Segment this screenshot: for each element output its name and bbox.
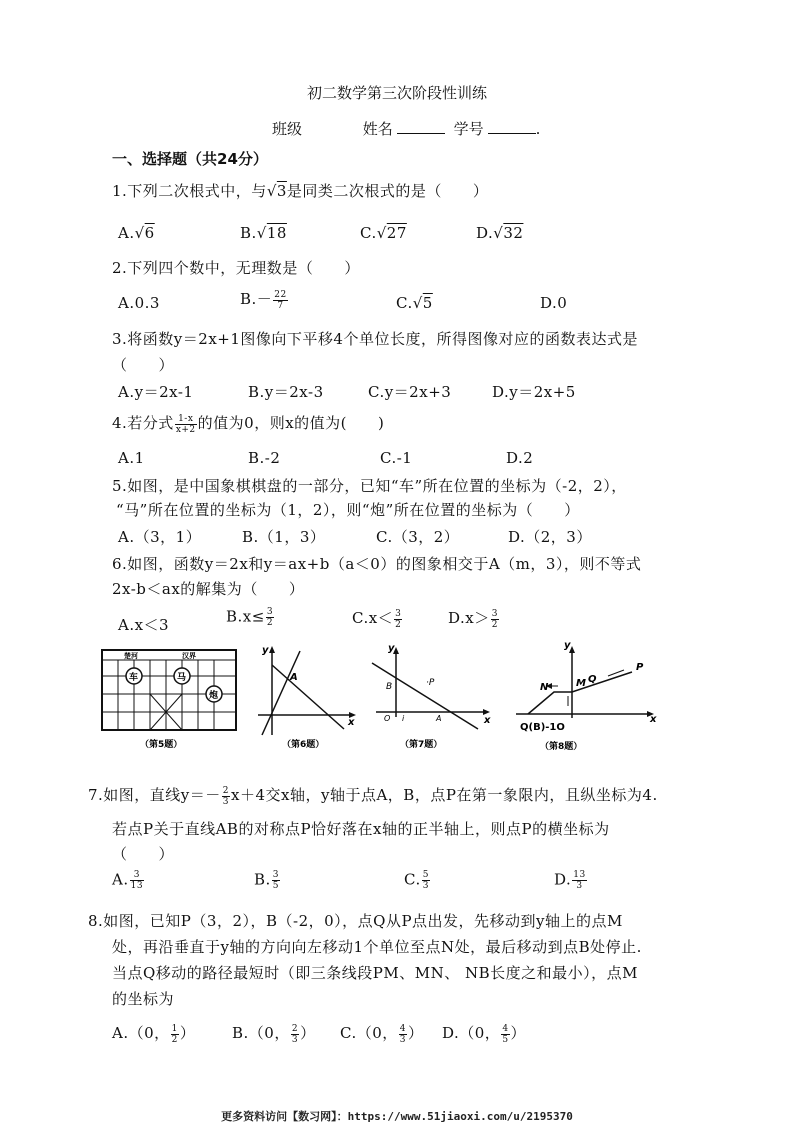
q3-option-a[interactable]: A.y＝2x-1 xyxy=(118,383,194,401)
svg-text:马: 马 xyxy=(177,673,187,683)
section-heading: 一、选择题（共24分） xyxy=(112,150,268,168)
q5-option-b[interactable]: B.（1，3） xyxy=(242,528,326,546)
q4-option-c[interactable]: C.-1 xyxy=(380,449,413,467)
id-label: 学号 xyxy=(453,120,484,138)
question-8-line2: 处，再沿垂直于y轴的方向向左移动1个单位至点N处，最后移动到点B处停止. xyxy=(112,938,642,956)
svg-text:M: M xyxy=(576,678,586,689)
q1-option-c[interactable]: C.√27 xyxy=(360,224,407,242)
q3-option-c[interactable]: C.y＝2x+3 xyxy=(368,383,452,401)
question-8-line3: 当点Q移动的路径最短时（即三条线段PM、MN、 NB长度之和最小），点M xyxy=(112,964,639,982)
question-8-line4: 的坐标为 xyxy=(112,990,175,1008)
name-blank[interactable] xyxy=(397,120,445,134)
svg-text:x: x xyxy=(348,717,355,728)
q2-option-a[interactable]: A.0.3 xyxy=(118,294,160,312)
svg-text:炮: 炮 xyxy=(209,691,219,701)
q4-option-d[interactable]: D.2 xyxy=(506,449,534,467)
question-8-line1: 8.如图，已知P（3，2），B（-2，0），点Q从P点出发，先移动到y轴上的点M xyxy=(88,912,623,930)
figure-8-graph xyxy=(512,636,662,756)
svg-text:Q: Q xyxy=(588,674,597,685)
svg-text:x: x xyxy=(484,715,491,726)
student-info: 班级 姓名 学号 . xyxy=(272,120,541,138)
figure-6-graph xyxy=(252,643,362,753)
question-7-line2: 若点P关于直线AB的对称点P恰好落在x轴的正半轴上，则点P的横坐标为 xyxy=(112,820,610,838)
figure-7-graph xyxy=(368,643,496,753)
svg-text:·P: ·P xyxy=(426,678,435,688)
q7-option-d[interactable]: D. $\frac{13}{3}$ xyxy=(554,870,586,891)
q8-option-d[interactable]: D.（0， $\frac{4}{5}$ ） xyxy=(442,1023,527,1045)
q1-option-a[interactable]: A.√6 xyxy=(118,224,155,242)
svg-text:P: P xyxy=(636,662,644,673)
q6-option-c[interactable]: C.x＜ $\frac{3}{2}$ xyxy=(352,608,402,630)
svg-text:y: y xyxy=(388,643,395,654)
figure-6-caption: （第6题） xyxy=(282,740,325,750)
q2-option-b[interactable]: B.－ $\frac{22}{7}$ xyxy=(240,289,287,311)
question-4: 4.若分式 $\frac{1-x}{x+2}$ 的值为0，则x的值为( ) xyxy=(112,413,385,435)
q7-option-b[interactable]: B. $\frac{3}{5}$ xyxy=(254,870,280,891)
name-label: 姓名 xyxy=(362,120,393,138)
q6-option-d[interactable]: D.x＞ $\frac{3}{2}$ xyxy=(448,608,498,630)
question-6-line2: 2x-b＜ax的解集为（ ） xyxy=(112,580,305,598)
q2-option-d[interactable]: D.0 xyxy=(540,294,568,312)
id-blank[interactable] xyxy=(488,120,536,134)
han-jie-label: 汉界 xyxy=(182,652,196,660)
q5-option-d[interactable]: D.（2，3） xyxy=(508,528,592,546)
q3-paren: （ ） xyxy=(112,356,175,374)
q3-option-b[interactable]: B.y＝2x-3 xyxy=(248,383,324,401)
svg-text:y: y xyxy=(564,640,571,651)
question-6-line1: 6.如图，函数y＝2x和y＝ax+b（a＜0）的图象相交于A（m，3），则不等式 xyxy=(112,555,642,573)
svg-text:O: O xyxy=(384,714,391,723)
q8-option-a[interactable]: A.（0， $\frac{1}{2}$ ） xyxy=(112,1023,196,1045)
page-title: 初二数学第三次阶段性训练 xyxy=(306,84,487,102)
svg-text:Q(B)-1O: Q(B)-1O xyxy=(520,722,565,733)
question-5-line1: 5.如图，是中国象棋棋盘的一部分，已知“车”所在位置的坐标为（-2，2）， xyxy=(112,477,627,495)
figure-5-caption: （第5题） xyxy=(140,740,183,750)
svg-text:车: 车 xyxy=(129,673,139,683)
svg-text:B: B xyxy=(386,682,393,692)
q6-option-a[interactable]: A.x＜3 xyxy=(118,616,170,634)
q5-option-c[interactable]: C.（3，2） xyxy=(376,528,460,546)
chu-he-label: 楚河 xyxy=(124,652,138,660)
question-7-line1: 7.如图，直线y＝－ $\frac{2}{3}$ x＋4交x轴，y轴于点A，B，点P在第一象限内，且纵坐标为4. xyxy=(88,785,658,807)
svg-text:i: i xyxy=(402,714,405,723)
q8-option-c[interactable]: C.（0， $\frac{4}{3}$ ） xyxy=(340,1023,424,1045)
figure-5-chessboard xyxy=(100,648,240,752)
q1-option-d[interactable]: D.√32 xyxy=(476,224,524,242)
question-2: 2.下列四个数中，无理数是（ ） xyxy=(112,259,360,277)
svg-text:N: N xyxy=(540,682,549,693)
q5-option-a[interactable]: A.（3，1） xyxy=(118,528,202,546)
question-5-line2: “马”所在位置的坐标为（1，2），则“炮”所在位置的坐标为（ ） xyxy=(116,501,580,519)
figure-7-caption: （第7题） xyxy=(400,740,443,750)
class-label: 班级 xyxy=(272,120,303,138)
svg-text:A: A xyxy=(436,714,442,723)
question-3: 3.将函数y＝2x+1图像向下平移4个单位长度，所得图像对应的函数表达式是 xyxy=(112,330,638,348)
q4-option-a[interactable]: A.1 xyxy=(118,449,145,467)
footer-link[interactable]: 更多资料访问【数习网】：https://www.51jiaoxi.com/u/2195370 xyxy=(221,1110,573,1123)
q3-option-d[interactable]: D.y＝2x+5 xyxy=(492,383,576,401)
figure-8-caption: （第8题） xyxy=(540,742,583,752)
svg-text:x: x xyxy=(650,714,657,725)
q7-option-c[interactable]: C. $\frac{5}{3}$ xyxy=(404,870,429,891)
q8-option-b[interactable]: B.（0， $\frac{2}{3}$ ） xyxy=(232,1023,316,1045)
q6-option-b[interactable]: B.x≤ $\frac{3}{2}$ xyxy=(226,607,274,628)
svg-text:y: y xyxy=(262,645,269,656)
question-1: 1.下列二次根式中，与√3是同类二次根式的是（ ） xyxy=(112,182,489,200)
q7-paren: （ ） xyxy=(112,845,175,863)
q7-option-a[interactable]: A. $\frac{3}{13}$ xyxy=(112,870,144,891)
q4-option-b[interactable]: B.-2 xyxy=(248,449,281,467)
q2-option-c[interactable]: C.√5 xyxy=(396,294,433,312)
q1-option-b[interactable]: B.√18 xyxy=(240,224,287,242)
svg-text:A: A xyxy=(290,672,298,683)
